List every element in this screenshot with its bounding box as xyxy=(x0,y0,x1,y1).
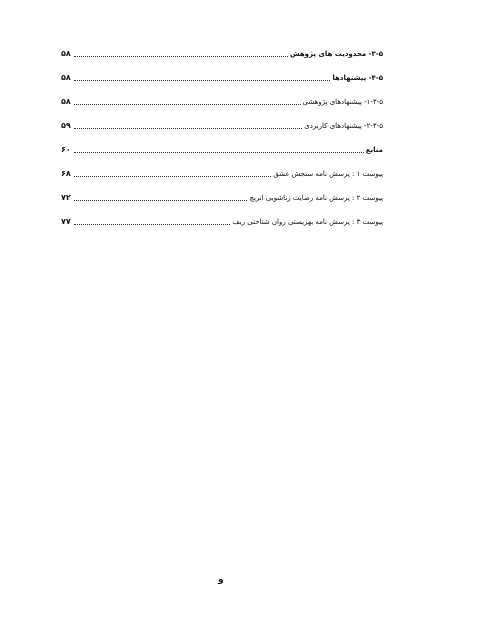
toc-dot-leader xyxy=(74,80,331,81)
toc-entry-references[interactable] xyxy=(61,143,383,155)
toc-entry-title: ۲-۴-۵- پیشنهادهای کاربردی xyxy=(304,122,383,130)
toc-page-number: ۵۸ xyxy=(61,73,71,82)
toc-entry-title: ۴-۵- پیشنهادها xyxy=(332,74,383,82)
toc-entry-applied-suggestions[interactable] xyxy=(61,119,383,131)
toc-entry-title: ۱-۴-۵- پیشنهادهای پژوهشی xyxy=(302,98,383,106)
toc-entry-appendix-1[interactable] xyxy=(61,167,383,179)
toc-dot-leader xyxy=(74,152,364,153)
toc-entry-title: پیوست ۳ : پرسش نامه بهزیستی روان شناختی ریف xyxy=(232,218,383,226)
toc-page-number: ۷۲ xyxy=(61,193,71,202)
toc-entry-title: پیوست ۲ : پرسش نامه رضایت زناشویی انریچ xyxy=(249,194,383,202)
toc-dot-leader xyxy=(74,176,271,177)
toc-page-number: ۷۷ xyxy=(61,217,71,226)
toc-entry-appendix-2[interactable] xyxy=(61,191,383,203)
toc-entry-research-suggestions[interactable] xyxy=(61,95,383,107)
toc-entry-research-limitations[interactable] xyxy=(61,47,383,59)
toc-dot-leader xyxy=(74,224,231,225)
toc-page-number: ۵۹ xyxy=(61,121,71,130)
toc-entry-appendix-3[interactable] xyxy=(61,215,383,227)
toc-dot-leader xyxy=(74,200,248,201)
toc-entry-suggestions[interactable] xyxy=(61,71,383,83)
toc-page-number: ۶۰ xyxy=(61,145,71,154)
toc-dot-leader xyxy=(74,128,302,129)
toc-dot-leader xyxy=(74,104,301,105)
toc-entry-title: پیوست ۱ : پرسش نامه سنجش عشق xyxy=(273,170,383,178)
toc-page-number: ۵۸ xyxy=(61,49,71,58)
toc-entry-title: ۳-۵- محدودیت های پژوهش xyxy=(289,50,383,58)
toc-dot-leader xyxy=(74,56,288,57)
page-number: و xyxy=(218,575,224,585)
toc-page-number: ۶۸ xyxy=(61,169,71,178)
toc-page-number: ۵۸ xyxy=(61,97,71,106)
toc-entry-title: منابع xyxy=(365,146,383,154)
